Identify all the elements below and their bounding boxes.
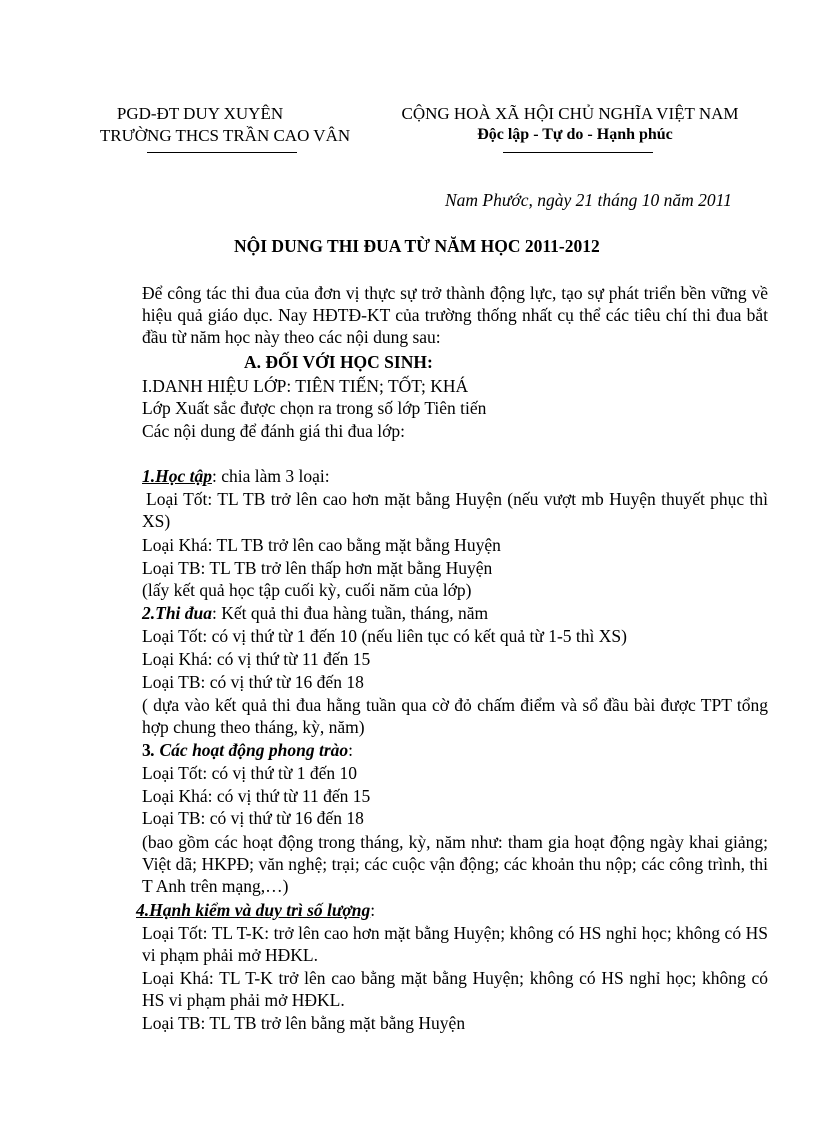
s2-kha: Loại Khá: có vị thứ từ 11 đến 15 bbox=[142, 649, 371, 669]
nation-line-1: CỘNG HOÀ XÃ HỘI CHỦ NGHĨA VIỆT NAM bbox=[401, 104, 739, 123]
s3-note: (bao gồm các hoạt động trong tháng, kỳ, năm như: tham gia hoạt động ngày khai giảng; Việt dã; HKPĐ; văn nghệ; trại; các cuộc vận động; các khoản thu nộp; các công trình, thi T Anh trên mạng,…) bbox=[142, 832, 768, 896]
intro-paragraph: Để công tác thi đua của đơn vị thực sự trở thành động lực, tạo sự phát triển bền vững về hiệu quả giáo dục. Nay HĐTĐ-KT của trường thống nhất cụ thể các tiêu chí thi đua bắt đầu từ năm học này theo các nội dung sau: bbox=[142, 283, 768, 347]
s3-kha: Loại Khá: có vị thứ từ 11 đến 15 bbox=[142, 786, 371, 806]
s2-tb: Loại TB: có vị thứ từ 16 đến 18 bbox=[142, 672, 364, 692]
nation-line-2: Độc lập - Tự do - Hạnh phúc bbox=[477, 126, 673, 143]
s2-note: ( dựa vào kết quả thi đua hằng tuần qua cờ đỏ chấm điểm và sổ đầu bài được TPT tổng hợp chung theo tháng, kỳ, năm) bbox=[142, 695, 768, 737]
s1-tb: Loại TB: TL TB trở lên thấp hơn mặt bằng Huyện bbox=[142, 558, 493, 578]
section-a-heading: A. ĐỐI VỚI HỌC SINH: bbox=[244, 352, 433, 372]
org-underline bbox=[147, 152, 297, 153]
s4-heading-title: 4.Hạnh kiểm và duy trì số lượng bbox=[136, 900, 371, 920]
s2-tot: Loại Tốt: có vị thứ từ 1 đến 10 (nếu liên tục có kết quả từ 1-5 thì XS) bbox=[142, 626, 627, 646]
s4-heading-suffix: : bbox=[370, 900, 376, 920]
s4-kha: Loại Khá: TL T-K trở lên cao bằng mặt bằng Huyện; không có HS nghỉ học; không có HS vi phạm phải mở HĐKL. bbox=[142, 968, 768, 1010]
class-line-1: Lớp Xuất sắc được chọn ra trong số lớp Tiên tiến bbox=[142, 398, 487, 418]
s2-heading-suffix: : Kết quả thi đua hàng tuần, tháng, năm bbox=[212, 603, 489, 623]
org-line-1: PGD-ĐT DUY XUYÊN bbox=[116, 104, 284, 123]
s1-note: (lấy kết quả học tập cuối kỳ, cuối năm của lớp) bbox=[142, 580, 472, 600]
s2-heading-title: 2.Thi đua bbox=[142, 603, 213, 623]
s4-tot: Loại Tốt: TL T-K: trở lên cao hơn mặt bằng Huyện; không có HS nghỉ học; không có HS vi phạm phải mở HĐKL. bbox=[142, 923, 768, 965]
s3-heading bbox=[142, 740, 353, 761]
s3-tot: Loại Tốt: có vị thứ từ 1 đến 10 bbox=[142, 763, 358, 783]
org-line-2: TRƯỜNG THCS TRẦN CAO VÂN bbox=[99, 126, 351, 145]
s1-heading-title: 1.Học tập bbox=[142, 466, 212, 486]
s3-heading-num: 3 bbox=[142, 740, 151, 760]
s3-heading-suffix: : bbox=[348, 740, 354, 760]
s1-kha: Loại Khá: TL TB trở lên cao bằng mặt bằng Huyện bbox=[142, 535, 501, 555]
s1-tot: Loại Tốt: TL TB trở lên cao hơn mặt bằng Huyện (nếu vượt mb Huyện thuyết phục thì XS) bbox=[142, 489, 768, 531]
class-title: I.DANH HIỆU LỚP: TIÊN TIẾN; TỐT; KHÁ bbox=[142, 376, 469, 396]
s1-heading bbox=[142, 466, 330, 487]
s3-tb: Loại TB: có vị thứ từ 16 đến 18 bbox=[142, 808, 364, 828]
s1-heading-suffix: : chia làm 3 loại: bbox=[212, 466, 330, 486]
s3-heading-title: . Các hoạt động phong trào bbox=[150, 740, 349, 760]
document-title: NỘI DUNG THI ĐUA TỪ NĂM HỌC 2011-2012 bbox=[234, 236, 600, 256]
s4-tb: Loại TB: TL TB trở lên bằng mặt bằng Huyện bbox=[142, 1013, 466, 1033]
nation-underline bbox=[503, 152, 653, 153]
class-line-2: Các nội dung để đánh giá thi đua lớp: bbox=[142, 421, 405, 441]
s4-heading bbox=[136, 900, 375, 921]
date-line: Nam Phước, ngày 21 tháng 10 năm 2011 bbox=[445, 190, 732, 210]
s2-heading bbox=[142, 603, 488, 624]
